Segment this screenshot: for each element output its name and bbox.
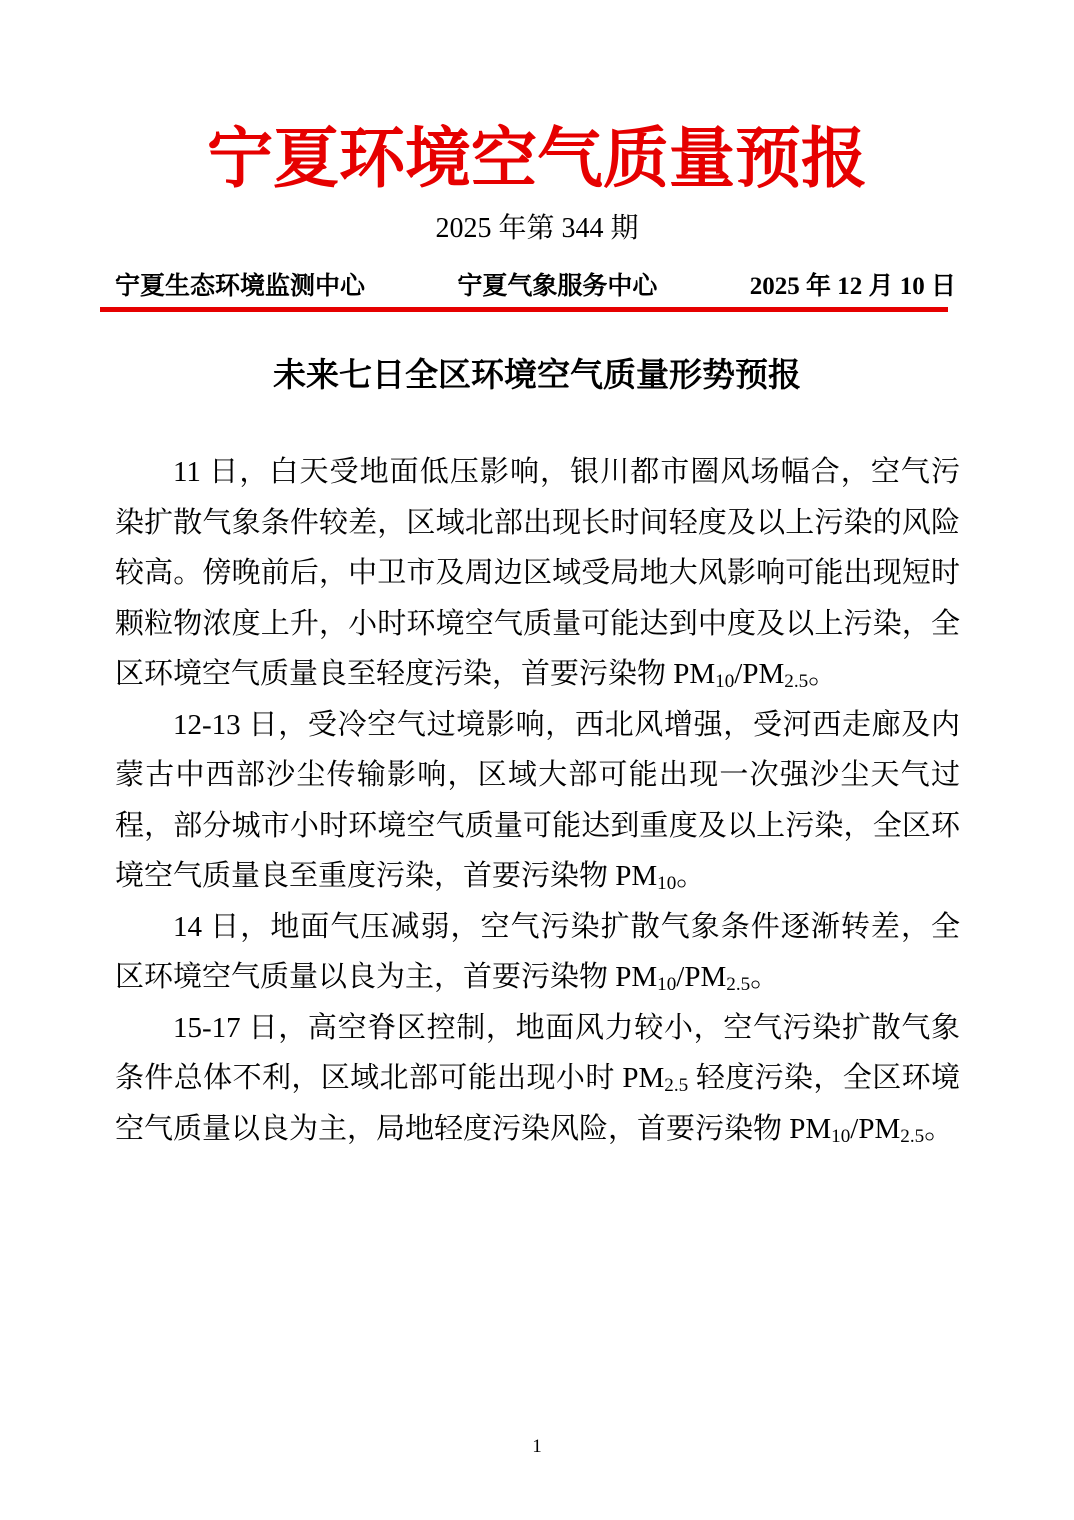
red-divider-line (100, 307, 948, 312)
masthead-row (115, 273, 956, 301)
issue-number: 2025 年第 344 期 (435, 212, 639, 244)
issue-date: 2025 年 12 月 10 日 (749, 272, 956, 300)
forecast-paragraph: 11 日，白天受地面低压影响，银川都市圈风场幅合，空气污染扩散气象条件较差，区域北部出现长时间轻度及以上污染的风险较高。傍晚前后，中卫市及周边区域受局地大风影响可能出现短时颗粒物浓度上升，小时环境空气质量可能达到中度及以上污染，全区环境空气质量良至轻度污染，首要污染物 $PM_{10}/PM_{2.5}$。 (115, 456, 960, 693)
forecast-body (115, 447, 960, 1154)
page-number: 1 (532, 1436, 542, 1457)
section-title: 未来七日全区环境空气质量形势预报 (273, 356, 801, 394)
forecast-paragraph: 14 日，地面气压减弱，空气污染扩散气象条件逐渐转差，全区环境空气质量以良为主，首要污染物 $PM_{10}/PM_{2.5}$。 (115, 910, 960, 996)
org-weather-service-center: 宁夏气象服务中心 (457, 271, 658, 300)
forecast-paragraph: 12-13 日，受冷空气过境影响，西北风增强，受河西走廊及内蒙古中西部沙尘传输影响，区域大部可能出现一次强沙尘天气过程，部分城市小时环境空气质量可能达到重度及以上污染，全区环境空气质量良至重度污染，首要污染物 $PM_{10}$。 (115, 708, 960, 895)
document-title: 宁夏环境空气质量预报 (207, 123, 867, 196)
org-monitoring-center: 宁夏生态环境监测中心 (115, 271, 366, 300)
forecast-paragraph: 15-17 日，高空脊区控制，地面风力较小，空气污染扩散气象条件总体不利，区域北部可能出现小时 $PM_{2.5}$ 轻度污染，全区环境空气质量以良为主，局地轻度污染风险，首要污染物 $PM_{10}/PM_{2.5}$。 (115, 1011, 960, 1148)
